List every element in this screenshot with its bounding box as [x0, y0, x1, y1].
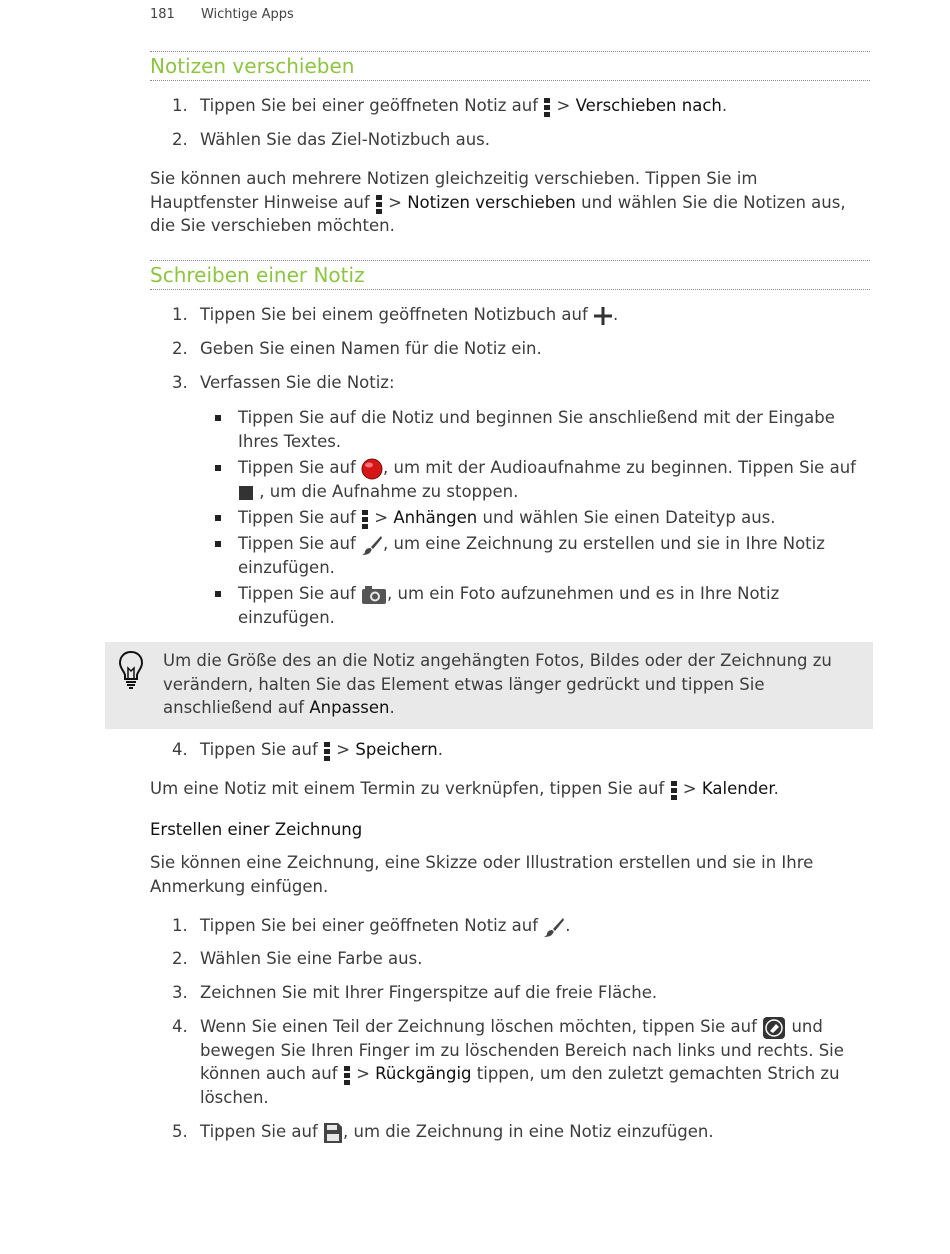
step-text: löschen.: [200, 1088, 269, 1107]
step-number: 4.: [172, 740, 188, 759]
section-title-notizen-verschieben: Notizen verschieben: [150, 51, 870, 81]
tip-text: verändern, halten Sie das Element etwas länger gedrückt und tippen Sie: [163, 675, 765, 694]
step-text: Geben Sie einen Namen für die Notiz ein.: [200, 339, 542, 358]
paragraph-line: Um eine Notiz mit einem Termin zu verknüpfen, tippen Sie auf > Kalender.: [150, 779, 779, 798]
menu-icon: [670, 780, 678, 800]
step-text: Tippen Sie auf > Speichern.: [200, 740, 443, 759]
step-text: Tippen Sie bei einer geöffneten Notiz auf > Verschieben nach.: [200, 96, 728, 115]
step-number: 1.: [172, 96, 188, 115]
step-number: 3.: [172, 983, 188, 1002]
step-text: Verfassen Sie die Notiz:: [200, 373, 395, 392]
menu-icon: [361, 509, 369, 529]
page-number: 181: [150, 7, 175, 22]
step-text: Tippen Sie bei einem geöffneten Notizbuch auf .: [200, 305, 619, 324]
lightbulb-icon: [117, 650, 145, 690]
bullet-text: Ihres Textes.: [238, 432, 342, 451]
bullet-text: Tippen Sie auf , um mit der Audioaufnahme zu beginnen. Tippen Sie auf: [238, 456, 856, 480]
step-text: können auch auf > Rückgängig tippen, um den zuletzt gemachten Strich zu: [200, 1064, 840, 1083]
bullet-marker: [215, 415, 221, 421]
step-text: bewegen Sie Ihren Finger im zu löschenden Bereich nach links und rechts. Sie: [200, 1041, 844, 1060]
paragraph-line: Sie können auch mehrere Notizen gleichzeitig verschieben. Tippen Sie im: [150, 169, 758, 188]
bullet-text: Tippen Sie auf , um eine Zeichnung zu erstellen und sie in Ihre Notiz: [238, 532, 825, 556]
step-number: 1.: [172, 305, 188, 324]
section-title-schreiben-einer-notiz: Schreiben einer Notiz: [150, 260, 870, 290]
step-text: Zeichnen Sie mit Ihrer Fingerspitze auf die freie Fläche.: [200, 983, 658, 1002]
bullet-text: Tippen Sie auf , um ein Foto aufzunehmen und es in Ihre Notiz: [238, 584, 780, 603]
bullet-text: einzufügen.: [238, 558, 335, 577]
paragraph-line: Anmerkung einfügen.: [150, 877, 329, 896]
menu-icon: [375, 194, 383, 214]
bullet-marker: [215, 541, 221, 547]
paragraph-line: die Sie verschieben möchten.: [150, 216, 395, 235]
menu-icon: [323, 741, 331, 761]
chapter-title: Wichtige Apps: [200, 7, 294, 22]
step-number: 3.: [172, 373, 188, 392]
bullet-text: Tippen Sie auf die Notiz und beginnen Sie anschließend mit der Eingabe: [238, 408, 835, 427]
subsection-title: Erstellen einer Zeichnung: [150, 820, 363, 839]
save-icon: [323, 1122, 343, 1144]
step-number: 5.: [172, 1122, 188, 1141]
step-text: Wählen Sie eine Farbe aus.: [200, 949, 423, 968]
step-number: 1.: [172, 916, 188, 935]
camera-icon: [361, 585, 387, 605]
paragraph-line: Sie können eine Zeichnung, eine Skizze oder Illustration erstellen und sie in Ihre: [150, 853, 814, 872]
bullet-text: Tippen Sie auf > Anhängen und wählen Sie einen Dateityp aus.: [238, 508, 776, 527]
step-number: 4.: [172, 1017, 188, 1036]
tip-text: Um die Größe des an die Notiz angehängten Fotos, Bildes oder der Zeichnung zu: [163, 651, 832, 670]
eraser-icon: [762, 1016, 786, 1040]
step-text: Wenn Sie einen Teil der Zeichnung löschen möchten, tippen Sie auf und: [200, 1015, 823, 1040]
step-text: Tippen Sie bei einer geöffneten Notiz auf .: [200, 914, 571, 938]
step-number: 2.: [172, 949, 188, 968]
bullet-marker: [215, 465, 221, 471]
bullet-text: einzufügen.: [238, 608, 335, 627]
step-text: Tippen Sie auf , um die Zeichnung in eine Notiz einzufügen.: [200, 1120, 714, 1144]
bullet-marker: [215, 591, 221, 597]
brush-icon: [361, 534, 383, 556]
plus-icon: [593, 306, 613, 326]
page-header: [150, 7, 294, 22]
tip-text: anschließend auf Anpassen.: [163, 698, 395, 717]
paragraph-line: Hauptfenster Hinweise auf > Notizen verschieben und wählen Sie die Notizen aus,: [150, 193, 846, 212]
record-icon: [361, 458, 383, 480]
menu-icon: [343, 1065, 351, 1085]
step-number: 2.: [172, 339, 188, 358]
step-text: Wählen Sie das Ziel-Notizbuch aus.: [200, 130, 490, 149]
menu-icon: [543, 97, 551, 117]
brush-icon: [543, 916, 565, 938]
bullet-text: , um die Aufnahme zu stoppen.: [238, 480, 518, 504]
stop-icon: [238, 485, 254, 501]
bullet-marker: [215, 515, 221, 521]
step-number: 2.: [172, 130, 188, 149]
